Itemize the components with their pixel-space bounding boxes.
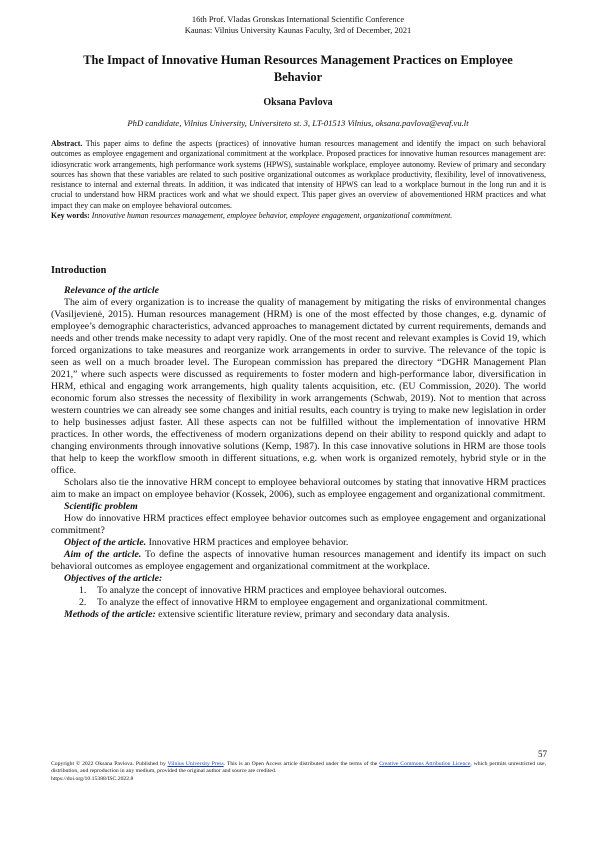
list-item-number: 2.	[79, 597, 87, 608]
license-text: . This is an Open Access article distributed under the terms of the	[223, 761, 378, 767]
page-number: 57	[538, 749, 547, 759]
paragraph-object	[51, 537, 546, 549]
conference-location: Kaunas: Vilnius University Kaunas Faculty, 3rd of December, 2021	[184, 26, 412, 35]
conference-name: 16th Prof. Vladas Gronskas International Scientific Conference	[191, 15, 405, 24]
abstract-label: Abstract.	[51, 139, 83, 148]
copyright-text: Copyright © 2022 Oksana Pavlova. Published by	[51, 761, 166, 767]
subheading-relevance: Relevance of the article	[64, 285, 159, 296]
methods-label: Methods of the article:	[64, 609, 156, 620]
list-item	[51, 597, 546, 609]
paragraph-aim	[51, 549, 546, 573]
doi-text: https://doi.org/10.15388/ISC.2022.8	[51, 775, 134, 782]
list-item	[51, 585, 546, 597]
object-text: Innovative HRM practices and employee behavior.	[148, 537, 349, 548]
aim-label: Aim of the article.	[64, 549, 142, 560]
article-body	[51, 285, 546, 621]
paragraph-relevance-1: The aim of every organization is to increase the quality of management by mitigating the risks of environmental changes (Vasiljevienė, 2015). Human resources management (HRM) is one of the most effected by those changes, e.g. dynamic of employee’s demographic characteristics, advanced approaches to management dictated by current requirements, demands and needs and other trends make necessity to adapt very rapidly. One of the most recent and relevant examples is Covid 19, which forced organizations to take measures and reorganize work arrangements in order to survive. The relevance of the topic is seen as well on a much broader level. The European commission has prepared the directory “DGHR Management Plan 2021,” where such aspects were discussed as requirements to foster modern and high-performance labor, diversification in HRM, ethical and engaging work arrangements, high quality talents acquisition, etc. (EU Commission, 2020). The world economic forum also stresses the necessity of flexibility in work arrangements (Schwab, 2019). Not to mention that across western countries we can already see some changes and initial results, each country is trying to make new legislation in order to help businesses adjust faster. All these aspects can not be fulfilled without the implementation of innovative HRM practices. In other words, the effectiveness of modern organizations depend on their ability to respond quickly and adapt to changing environments through innovative solutions (Kemp, 1987). In this case innovative solutions in HRM are those tools that help to keep the workflow smooth in different situations, e.g. when work is organized remotely, hybrid style or in the office.	[51, 297, 546, 476]
paragraph-scientific-problem: How do innovative HRM practices effect employee behavior outcomes such as employee engagement and organizational commitment?	[51, 513, 546, 536]
abstract	[51, 139, 546, 221]
list-item-text: To analyze the concept of innovative HRM practices and employee behavioral outcomes.	[97, 585, 447, 596]
license-link[interactable]: Creative Commons Attribution Licence	[379, 761, 471, 767]
aim-text: To define the aspects of innovative human resources management and identify its impact on such behavioral outcomes as employee engagement and organizational commitment at the workplace.	[51, 549, 547, 572]
author-name: Oksana Pavlova	[263, 97, 333, 108]
license-tail-text: , which permits unrestricted use, distribution, and reproduction in any medium, provided the original author and source are credited.	[51, 761, 546, 775]
paragraph-relevance-2: Scholars also tie the innovative HRM concept to employee behavioral outcomes by stating that innovative HRM practices aim to make an impact on employee behavior (Kossek, 2006), such as employee engagement and organizational commitment.	[51, 477, 546, 500]
methods-text: extensive scientific literature review, primary and secondary data analysis.	[158, 609, 450, 620]
author-affiliation: PhD candidate, Vilnius University, Universiteto st. 3, LT-01513 Vilnius, oksana.pavlova@evaf.vu.lt	[127, 118, 469, 128]
paragraph-methods	[51, 609, 546, 621]
keywords-label: Key words:	[51, 211, 90, 221]
paper-title: The Impact of Innovative Human Resources Management Practices on Employee Behavior	[83, 53, 513, 84]
subheading-objectives: Objectives of the article:	[64, 573, 163, 584]
list-item-number: 1.	[79, 585, 87, 596]
subheading-scientific-problem: Scientific problem	[64, 501, 138, 512]
section-heading-introduction: Introduction	[51, 265, 107, 276]
publisher-link[interactable]: Vilnius University Press	[167, 761, 224, 767]
abstract-text: This paper aims to define the aspects (practices) of innovative human resources management and identify the impact on such behavioral outcomes as employee engagement and organizational commitment at the workplace. Proposed practices for innovative human resources management are: idiosyncratic work arrangements, high performance work systems (HPWS), sustainable workplace, employee autonomy. Review of primary and secondary sources has shown that these variables are related to such positive organizational outcomes as workplace productivity, flexibility, level of innovativeness, resistance to internal and external threats. In addition, it was indicated that intensity of HPWS can lead to a workplace burnout in the long run and it is crucial to understand how HRM practices work and what we should expect. This paper gives an overview of abovementioned HRM practices and what impact they can make on employee behavioral outcomes.	[51, 139, 546, 210]
objectives-list	[51, 585, 546, 609]
running-header	[0, 14, 596, 36]
list-item-text: To analyze the effect of innovative HRM to employee engagement and organizational commitment.	[97, 597, 488, 608]
keywords-text: Innovative human resources management, employee behavior, employee engagement, organizational commitment.	[91, 211, 453, 221]
copyright-footer	[51, 761, 546, 783]
object-label: Object of the article.	[64, 537, 147, 548]
